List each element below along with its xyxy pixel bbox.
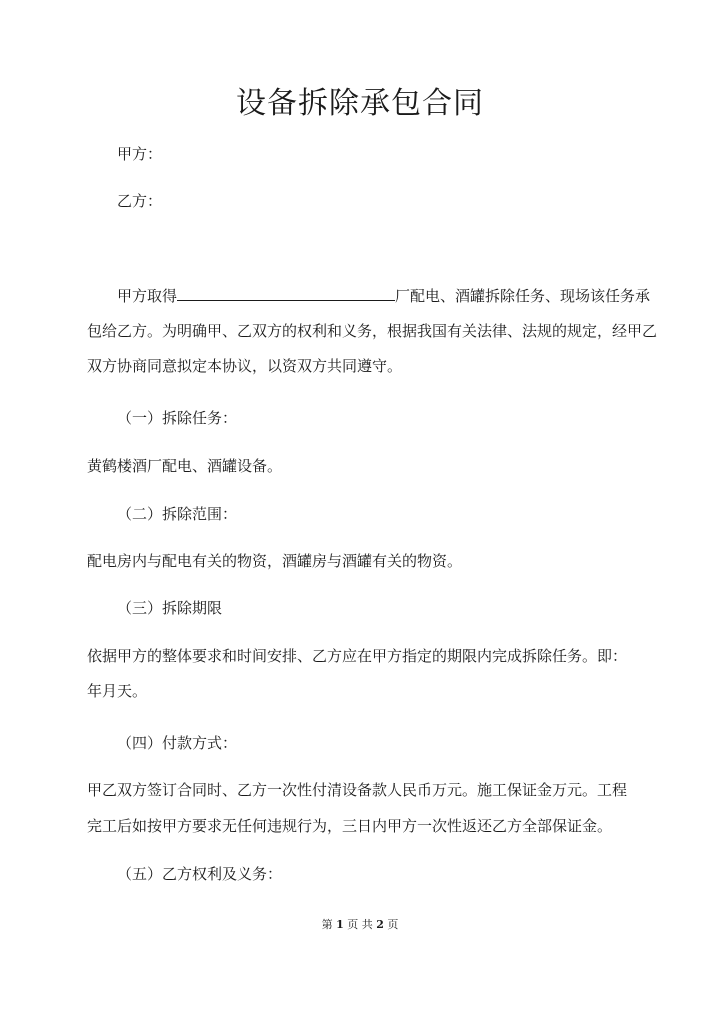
section-heading: （一）拆除任务： [117,409,238,427]
section-body-line: 完工后如按甲方要求无任何违规行为，三日内甲方一次性返还乙方全部保证金。 [87,817,613,835]
section-body-line: 甲乙双方签订合同时、乙方一次性付清设备款人民币万元。施工保证金万元。工程 [87,781,628,799]
section-heading: （三）拆除期限 [117,599,223,617]
fill-in-blank [177,286,395,301]
document-title: 设备拆除承包合同 [236,86,484,121]
intro-line-2: 包给乙方。为明确甲、乙双方的权利和义务，根据我国有关法律、法规的规定，经甲乙 [87,322,658,340]
footer-prefix: 第 [321,918,333,931]
intro-line-3: 双方协商同意拟定本协议，以资双方共同遵守。 [87,357,403,375]
section-heading: （五）乙方权利及义务： [117,865,283,883]
footer-suffix: 页 [387,918,399,931]
intro-tail: 厂配电、酒罐拆除任务、现场该任务承 [395,287,651,305]
total-pages-number: 2 [376,918,384,931]
section-heading: （四）付款方式： [117,734,238,752]
section-body-line: 黄鹤楼酒厂配电、酒罐设备。 [87,457,283,475]
section-body-line: 配电房内与配电有关的物资，酒罐房与酒罐有关的物资。 [87,552,463,570]
section-body-line: 依据甲方的整体要求和时间安排、乙方应在甲方指定的期限内完成拆除任务。即： [87,647,628,665]
page-footer [0,917,720,933]
section-heading: （二）拆除范围： [117,505,238,523]
footer-middle: 页 共 [347,918,373,931]
current-page-number: 1 [336,918,344,931]
party-b-label: 乙方： [117,192,163,210]
intro-lead: 甲方取得 [117,287,178,305]
intro-line-1 [117,285,650,307]
section-body-line: 年月天。 [87,682,148,700]
party-a-label: 甲方： [117,145,163,163]
